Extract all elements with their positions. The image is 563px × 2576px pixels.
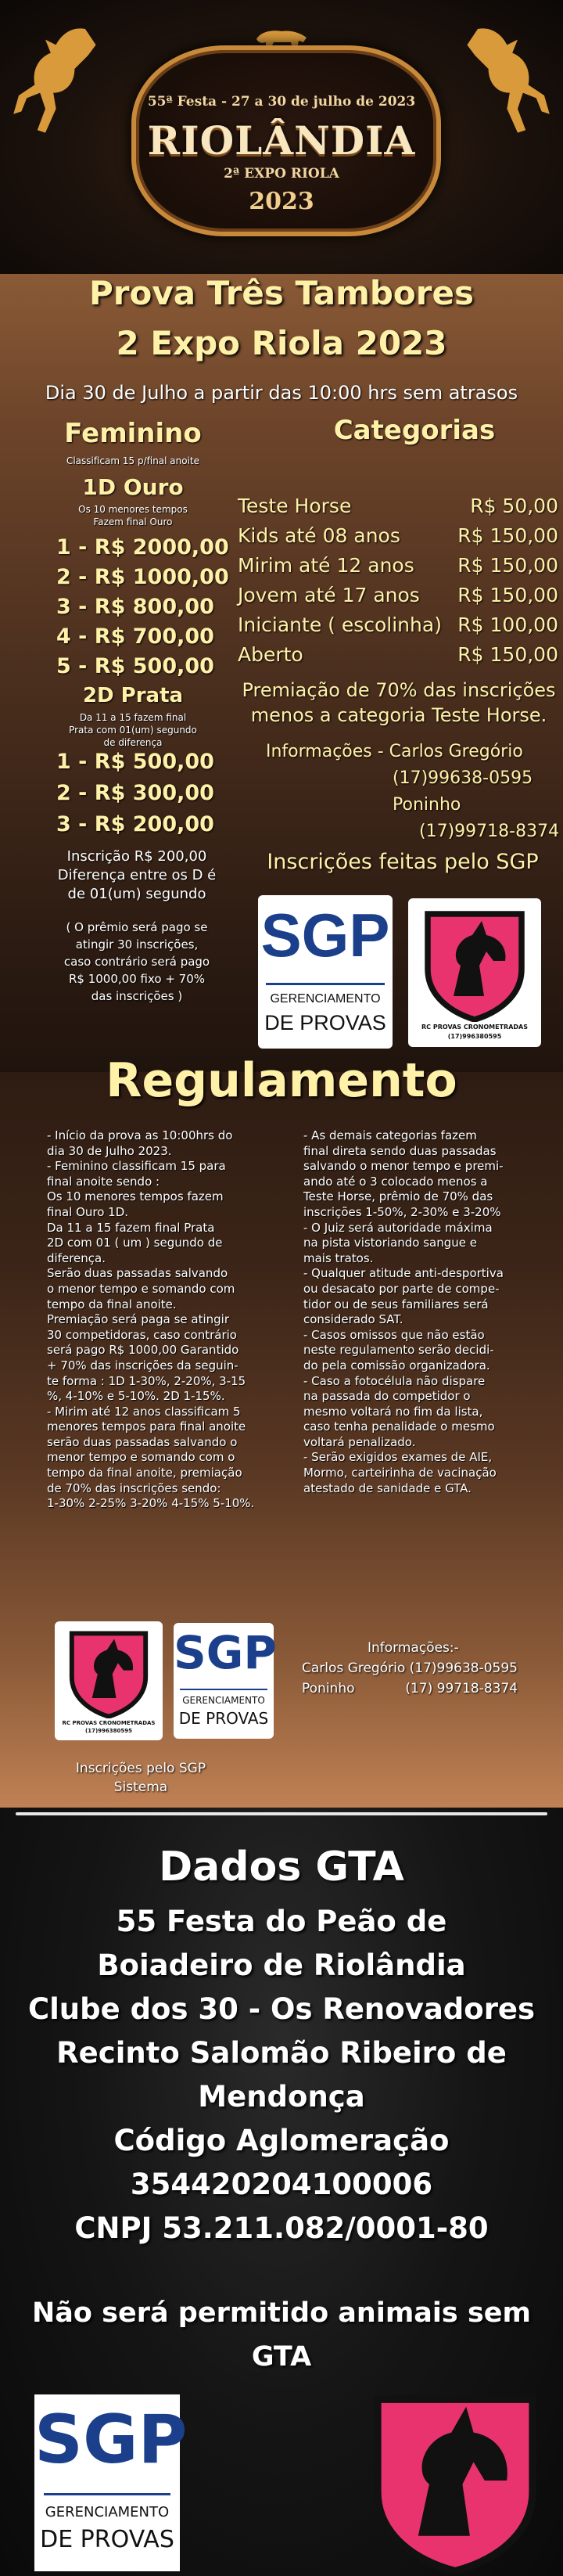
- inscricoes-note: Inscrições feitas pelo SGP: [267, 850, 539, 874]
- category-row: [238, 643, 558, 666]
- category-name: Jovem até 17 anos: [238, 584, 420, 606]
- sgp-logo-sub: DE PROVAS: [178, 1709, 269, 1728]
- gta-line: Clube dos 30 - Os Renovadores: [27, 1992, 536, 2026]
- ouro-title: 1D Ouro: [82, 474, 184, 500]
- category-name: Aberto: [238, 643, 303, 666]
- ouro-prize: 5 - R$ 500,00: [56, 654, 214, 678]
- inscricao-note: de 01(um) segundo: [67, 886, 206, 902]
- ouro-prize: 4 - R$ 700,00: [56, 624, 214, 649]
- category-name: Kids até 08 anos: [238, 524, 400, 547]
- regulamento-info-label: Informações:-: [368, 1640, 459, 1656]
- horse-shield-icon: [416, 905, 533, 1022]
- category-row: [238, 524, 558, 547]
- premio-note: das inscrições ): [91, 989, 183, 1003]
- ouro-note: Fazem final Ouro: [93, 516, 173, 527]
- prata-note: de diferença: [103, 737, 163, 748]
- sgp-logo-text: SGP: [260, 901, 390, 970]
- regulamento-left-column: - Início da prova as 10:00hrs do dia 30 de Julho 2023. - Feminino classificam 15 para final anoite sendo : Os 10 menores tempos fazem final Ouro 1D. Da 11 a 15 fazem final Prata 2D com 01 ( um ) segundo de diferença. Serão duas passadas salvando o menor tempo e somando com tempo da final anoite. Premiação será paga se atingir 30 competidoras, caso contrário será pago R$ 1000,00 Garantido + 70% das inscrições da seguin- te forma : 1D 1-30%, 2-20%, 3-15 %, 4-10% e 5-10%. 2D 1-15%. - Mirim até 12 anos classificam 5 menores tempos para final anoite serão duas passadas salvando o menor tempo e somando com o tempo da final anoite, premiação de 70% das inscrições sendo: 1-30% 2-25% 3-20% 4-15% 5-10%.: [47, 1128, 255, 1511]
- ouro-prize: 1 - R$ 2000,00: [56, 535, 229, 559]
- sgp-logo-sub: GERENCIAMENTO: [45, 2504, 170, 2520]
- horse-shield-icon: [361, 2388, 549, 2573]
- sgp-logo-text: SGP: [174, 1626, 277, 1679]
- sgp-logo-sub: DE PROVAS: [264, 1011, 386, 1034]
- event-title: Prova Três Tambores: [88, 274, 474, 312]
- category-name: Iniciante ( escolinha): [238, 613, 442, 636]
- rc-logo-phone: (17)996380595: [447, 1033, 502, 1040]
- prata-note: Prata com 01(um) segundo: [69, 725, 197, 736]
- gta-title: Dados GTA: [159, 1844, 404, 1891]
- category-row: [238, 584, 558, 606]
- contact-name: Poninho: [393, 795, 461, 815]
- festival-year: 2023: [249, 188, 314, 215]
- category-price: R$ 150,00: [457, 584, 558, 606]
- category-price: R$ 50,00: [470, 495, 558, 517]
- rc-logo-text: RC PROVAS CRONOMETRADAS: [421, 1024, 528, 1031]
- ouro-note: Os 10 menores tempos: [78, 504, 188, 515]
- categorias-title: Categorias: [333, 415, 496, 446]
- feminino-note: Classificam 15 p/final anoite: [66, 455, 200, 466]
- premio-note: R$ 1000,00 fixo + 70%: [68, 972, 206, 986]
- regulamento-info-line: Carlos Gregório (17)99638-0595: [302, 1660, 518, 1676]
- contact-phone: (17)99638-0595: [393, 768, 533, 788]
- prata-note: Da 11 a 15 fazem final: [79, 712, 187, 723]
- sgp-logo-text: SGP: [34, 2401, 188, 2479]
- premio-note: ( O prêmio será pago se: [66, 920, 208, 934]
- festival-subtitle: 2ª EXPO RIOLA: [224, 166, 339, 182]
- category-row: [238, 495, 558, 517]
- ouro-prize: 3 - R$ 800,00: [56, 595, 214, 619]
- category-price: R$ 100,00: [457, 613, 558, 636]
- inscricao-note: Diferença entre os D é: [57, 867, 217, 883]
- regulamento-title: Regulamento: [106, 1053, 457, 1108]
- premiacao-note: menos a categoria Teste Horse.: [250, 704, 547, 726]
- sgp-logo-sub: GERENCIAMENTO: [182, 1695, 265, 1706]
- gta-warning: GTA: [251, 2341, 312, 2373]
- regulamento-info-line: Poninho (17) 99718-8374: [302, 1681, 518, 1696]
- category-price: R$ 150,00: [457, 524, 558, 547]
- sgp-logo: [34, 2394, 188, 2571]
- gta-line: Boiadeiro de Riolândia: [97, 1948, 466, 1982]
- category-price: R$ 150,00: [457, 643, 558, 666]
- prata-prize: 2 - R$ 300,00: [56, 781, 214, 805]
- rearing-horse-icon: [0, 16, 125, 149]
- event-subtitle: 2 Expo Riola 2023: [116, 324, 447, 362]
- gta-line: Recinto Salomão Ribeiro de: [56, 2036, 507, 2070]
- section-divider: [16, 1812, 547, 1815]
- festival-dates: 55ª Festa - 27 a 30 de julho de 2023: [147, 94, 416, 110]
- sgp-logo: [258, 895, 393, 1049]
- festival-title: RIOLÂNDIA: [147, 117, 416, 164]
- sgp-logo-sub: GERENCIAMENTO: [270, 992, 381, 1006]
- sgp-logo-divider: [180, 1689, 267, 1690]
- regulamento-inscricoes: Sistema: [113, 1779, 168, 1795]
- gta-warning: Não será permitido animais sem: [32, 2297, 531, 2329]
- prata-title: 2D Prata: [82, 684, 184, 707]
- feminino-title: Feminino: [64, 418, 202, 449]
- premiacao-note: Premiação de 70% das inscrições: [242, 679, 556, 701]
- inscricao-fee: Inscrição R$ 200,00: [66, 848, 207, 865]
- category-row: [238, 613, 558, 636]
- rearing-horse-icon: [438, 16, 563, 149]
- rc-logo-text: RC PROVAS CRONOMETRADAS: [62, 1720, 156, 1726]
- prata-prize: 3 - R$ 200,00: [56, 812, 214, 836]
- gta-line: Código Aglomeração: [113, 2124, 450, 2157]
- ouro-prize: 2 - R$ 1000,00: [56, 565, 229, 589]
- category-row: [238, 554, 558, 577]
- rc-provas-logo: [55, 1621, 163, 1740]
- prata-prize: 1 - R$ 500,00: [56, 750, 214, 774]
- gta-line: CNPJ 53.211.082/0001-80: [74, 2211, 489, 2245]
- sgp-logo: [174, 1623, 277, 1739]
- gta-line: 55 Festa do Peão de: [116, 1905, 447, 1938]
- category-price: R$ 150,00: [457, 554, 558, 577]
- sgp-logo-sub: DE PROVAS: [40, 2526, 174, 2553]
- gta-line: Mendonça: [198, 2080, 365, 2114]
- gta-line: 354420204100006: [130, 2168, 433, 2201]
- horse-shield-icon: [63, 1626, 155, 1718]
- category-name: Mirim até 12 anos: [238, 554, 414, 577]
- sgp-logo-divider: [44, 2493, 170, 2495]
- event-date: Dia 30 de Julho a partir das 10:00 hrs sem atrasos: [45, 382, 518, 404]
- rc-provas-logo: [408, 898, 541, 1047]
- premio-note: caso contrário será pago: [63, 955, 210, 969]
- contact-phone: (17)99718-8374: [419, 822, 560, 841]
- contact-label: Informações - Carlos Gregório: [266, 742, 523, 761]
- sgp-logo-divider: [266, 983, 385, 985]
- category-name: Teste Horse: [238, 495, 352, 517]
- rc-logo-phone: (17)996380595: [85, 1728, 132, 1734]
- regulamento-right-column: - As demais categorias fazem final direta sendo duas passadas salvando o menor tempo e premi- ando até o 3 colocado menos a Teste Horse, prêmio de 70% das inscrições 1-50%, 2-30% e 3-20% - O Juiz será autoridade máxima na pista vistoriando sangue e mais tratos. - Qualquer atitude anti-desportiva ou desacato por parte de compe- tidor ou de seus familiares será considerado SAT. - Casos omissos que não estão neste regulamento serão decidi- do pela comissão organizadora. - Caso a fotocélula não dispare na passada do competidor o mesmo voltará no fim da lista, caso tenha penalidade o mesmo voltará penalizado. - Serão exigidos exames de AIE, Mormo, carteirinha de vacinação atestado de sanidade e GTA.: [303, 1128, 504, 1495]
- regulamento-inscricoes: Inscrições pelo SGP: [75, 1761, 206, 1776]
- premio-note: atingir 30 inscrições,: [75, 937, 199, 952]
